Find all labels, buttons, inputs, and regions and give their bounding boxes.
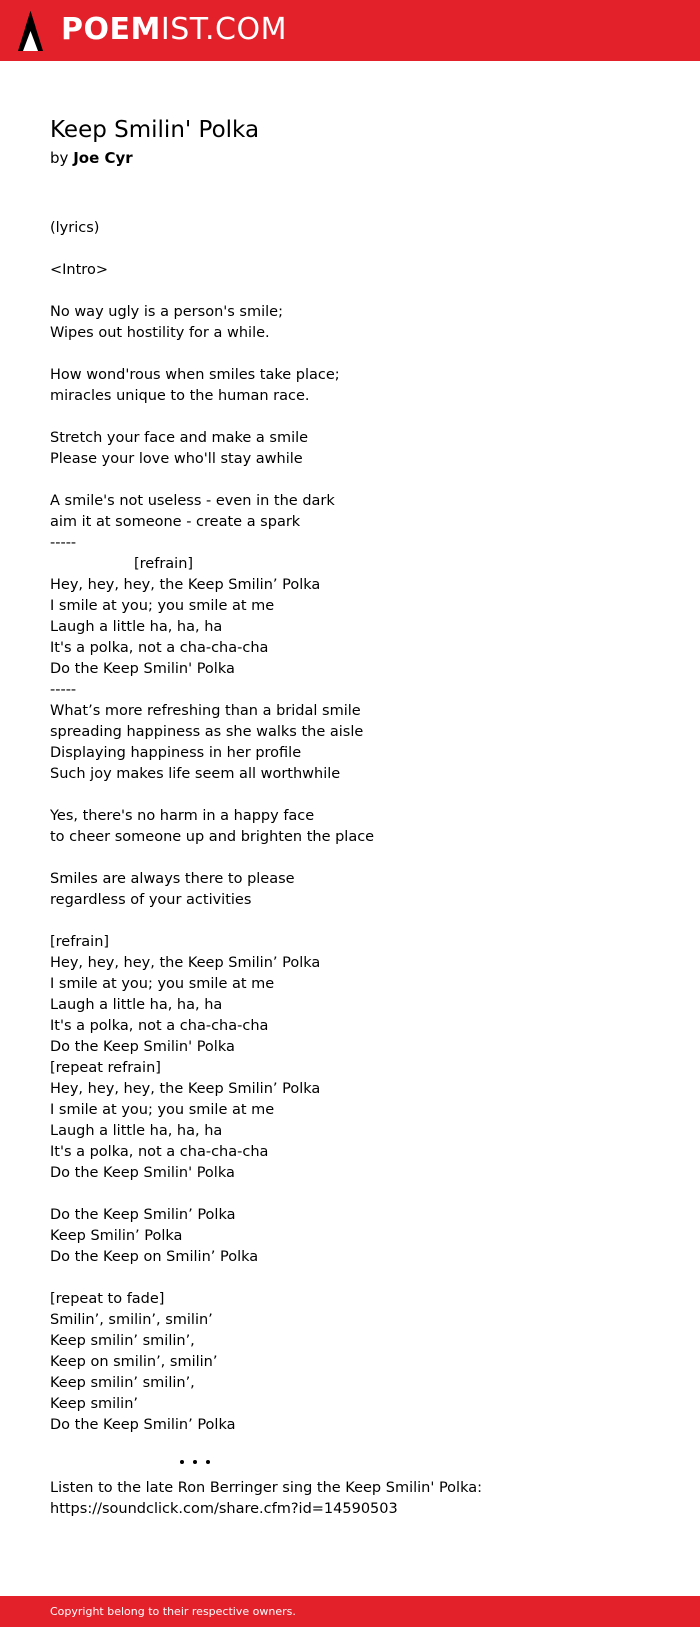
poem-line: Hey, hey, hey, the Keep Smilin’ Polka [50,577,321,593]
poem-line: Keep on smilin’, smilin’ [50,1354,218,1370]
poem-line: miracles unique to the human race. [50,388,310,404]
poem-line: [repeat to fade] [50,1291,165,1307]
blank-line [50,239,670,260]
poem-line: spreading happiness as she walks the aisle [50,724,364,740]
blank-line [50,848,670,869]
site-header [0,0,700,61]
poem-line: Such joy makes life seem all worthwhile [50,766,341,782]
poem-line: [repeat refrain] [50,1060,161,1076]
recording-link[interactable]: https://soundclick.com/share.cfm?id=14590503 [50,1501,398,1517]
poem-line: <Intro> [50,262,108,278]
poem-line: ----- [50,682,77,698]
poem-line: What’s more refreshing than a bridal smile [50,703,361,719]
poem-line: I smile at you; you smile at me [50,976,275,992]
blank-line [50,785,670,806]
poem-line: Keep smilin’ [50,1396,139,1412]
logo-bold-text: POEM [61,12,161,47]
poem-line: It's a polka, not a cha-cha-cha [50,1018,269,1034]
section-separator [180,1457,216,1467]
poem-line: regardless of your activities [50,892,252,908]
blank-line [50,470,670,491]
pencil-tip-icon[interactable] [18,11,43,51]
poem-note [50,1478,482,1520]
blank-line [50,1184,670,1205]
poem-line: Do the Keep Smilin’ Polka [50,1417,236,1433]
poem-line: Wipes out hostility for a while. [50,325,270,341]
poem-line: Displaying happiness in her profile [50,745,302,761]
blank-line [50,281,670,302]
copyright-text: Copyright belong to their respective owners. [50,1605,296,1618]
poem-line: Keep smilin’ smilin’, [50,1375,195,1391]
poem-line: aim it at someone - create a spark [50,514,301,530]
poem-line: Keep smilin’ smilin’, [50,1333,195,1349]
poem-body [50,218,670,1436]
separator-dot [193,1460,197,1464]
blank-line [50,407,670,428]
blank-line [50,344,670,365]
poem-line: I smile at you; you smile at me [50,598,275,614]
separator-dot [206,1460,210,1464]
site-logo[interactable] [61,8,287,52]
by-label: by [50,149,69,167]
poem-line: Do the Keep Smilin’ Polka [50,1207,236,1223]
poem-line: Keep Smilin’ Polka [50,1228,183,1244]
poem-line: Yes, there's no harm in a happy face [50,808,315,824]
poem-line: Laugh a little ha, ha, ha [50,619,223,635]
poem-author: Joe Cyr [73,149,133,167]
logo-light-text: IST.COM [160,12,287,47]
poem-title: Keep Smilin' Polka [50,117,260,143]
poem-byline [50,147,133,169]
poem-line: It's a polka, not a cha-cha-cha [50,1144,269,1160]
blank-line [50,1268,670,1289]
poem-line: Do the Keep Smilin' Polka [50,1039,235,1055]
poem-line: ----- [50,535,77,551]
note-line: Listen to the late Ron Berringer sing the Keep Smilin' Polka: [50,1480,482,1496]
poem-line: Do the Keep Smilin' Polka [50,661,235,677]
poem-line: [refrain] [50,934,110,950]
poem-line: I smile at you; you smile at me [50,1102,275,1118]
separator-dot [180,1460,184,1464]
poem-line: Hey, hey, hey, the Keep Smilin’ Polka [50,955,321,971]
poem-line: Do the Keep Smilin' Polka [50,1165,235,1181]
poem-line: to cheer someone up and brighten the place [50,829,375,845]
poem-line: Stretch your face and make a smile [50,430,309,446]
site-footer [0,1596,700,1627]
poem-line: Laugh a little ha, ha, ha [50,997,223,1013]
poem-line: It's a polka, not a cha-cha-cha [50,640,269,656]
poem-line: How wond'rous when smiles take place; [50,367,340,383]
poem-line: No way ugly is a person's smile; [50,304,283,320]
poem-line: Smilin’, smilin’, smilin’ [50,1312,213,1328]
poem-line: Hey, hey, hey, the Keep Smilin’ Polka [50,1081,321,1097]
poem-line: A smile's not useless - even in the dark [50,493,335,509]
poem-line: Laugh a little ha, ha, ha [50,1123,223,1139]
poem-line: (lyrics) [50,220,100,236]
poem-line: Please your love who'll stay awhile [50,451,303,467]
poem-line: [refrain] [134,556,194,572]
poem-line: Smiles are always there to please [50,871,295,887]
poem-line: Do the Keep on Smilin’ Polka [50,1249,259,1265]
blank-line [50,911,670,932]
